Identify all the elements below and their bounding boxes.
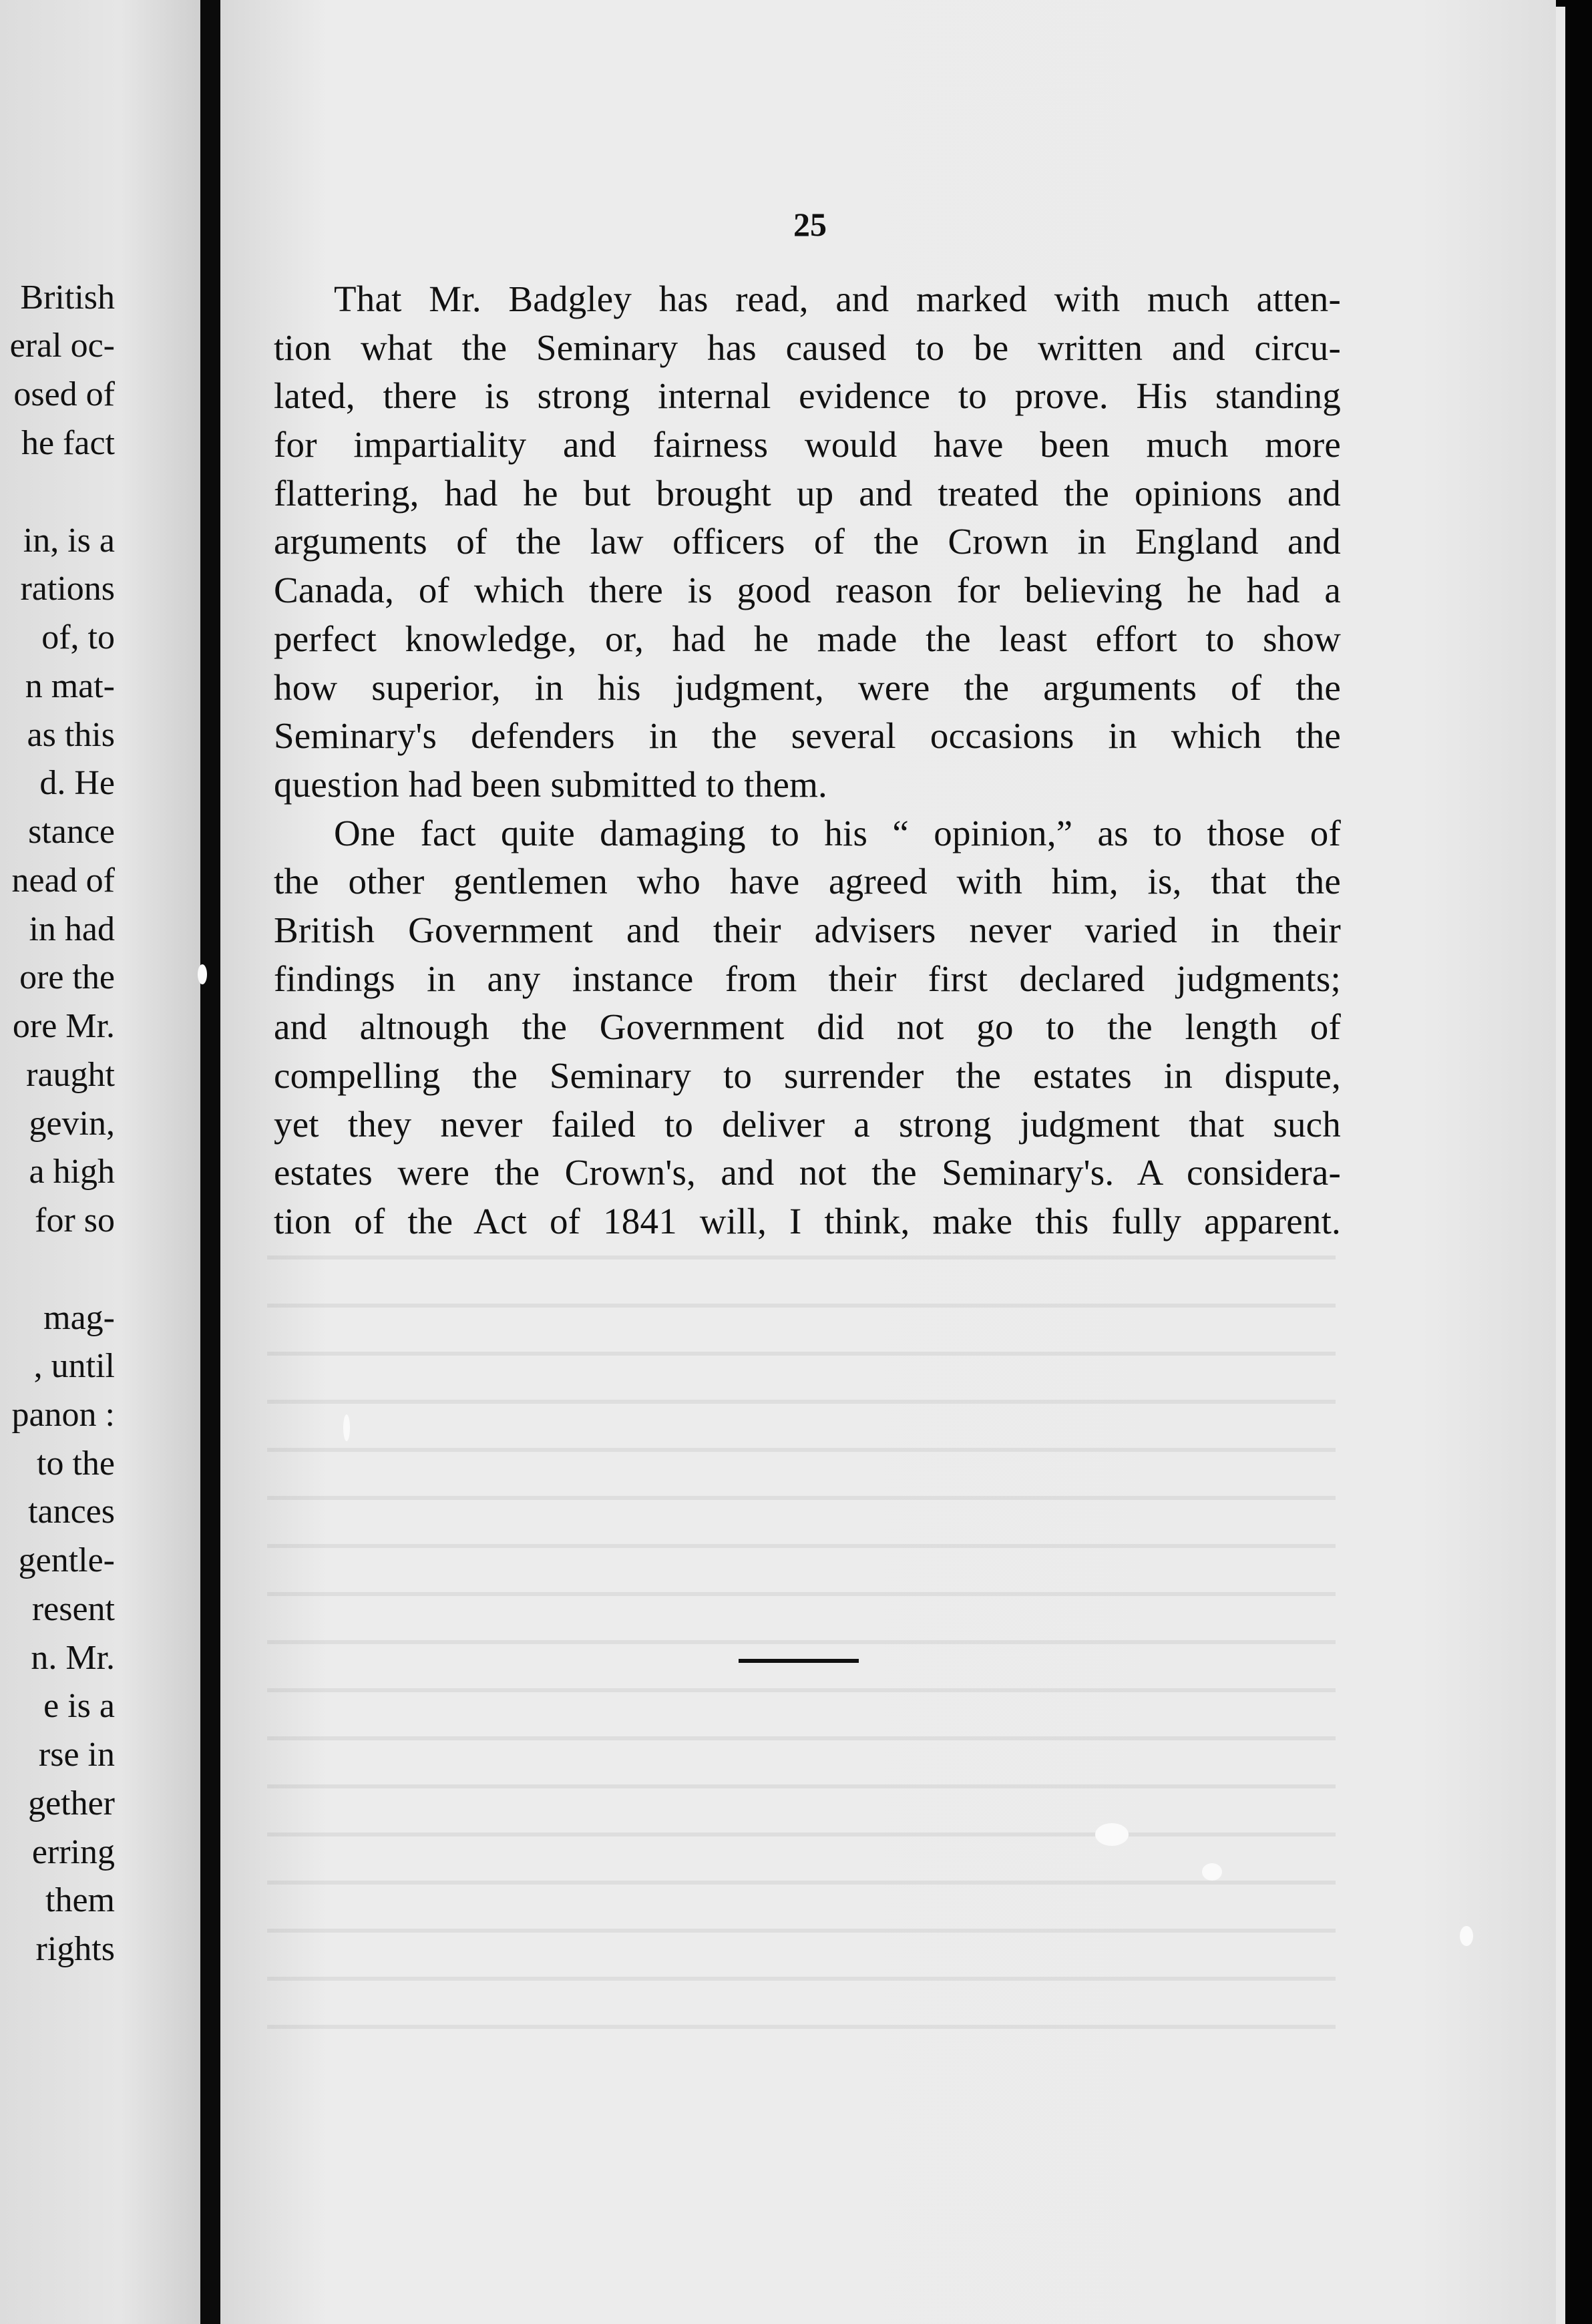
left-line-4: he fact	[21, 424, 115, 462]
left-line-31: erring	[31, 1833, 115, 1871]
text-line: Canada, of which there is good reason for believing he had a	[274, 570, 1341, 611]
left-line-29: rse in	[38, 1736, 115, 1774]
left-line-5: in, is a	[23, 522, 115, 560]
scan-speck	[1202, 1863, 1222, 1881]
left-line-33: rights	[35, 1930, 115, 1968]
left-line-32: them	[45, 1881, 115, 1919]
text-line: for impartiality and fairness would have been much more	[274, 424, 1341, 465]
text-line: estates were the Crown's, and not the Seminary's. A considera-	[274, 1152, 1341, 1193]
text-line: the other gentlemen who have agreed with him, is, that the	[274, 861, 1341, 902]
text-line: arguments of the law officers of the Crown in England and	[274, 521, 1341, 562]
left-line-20: mag-	[43, 1299, 115, 1337]
scan-speck	[1460, 1926, 1473, 1946]
text-line: and altnough the Government did not go to the length of	[274, 1006, 1341, 1048]
left-line-10: d. He	[39, 764, 115, 802]
text-line: One fact quite damaging to his “ opinion,” as to those of	[334, 812, 1341, 853]
left-line-13: in had	[29, 910, 115, 948]
left-line-22: panon :	[11, 1396, 115, 1434]
scan-speck	[343, 1414, 350, 1441]
left-line-9: as this	[27, 716, 115, 754]
section-divider-rule	[739, 1659, 859, 1663]
text-line: British Government and their advisers never varied in their	[274, 909, 1341, 950]
left-line-6: rations	[20, 570, 115, 608]
left-line-19: for so	[35, 1201, 115, 1239]
text-line: question had been submitted to them.	[274, 763, 828, 805]
text-line: compelling the Seminary to surrender the estates in dispute,	[274, 1055, 1341, 1096]
left-line-2: eral oc-	[9, 327, 115, 365]
left-line-26: resent	[31, 1590, 115, 1628]
text-line: yet they never failed to deliver a strong judgment that such	[274, 1103, 1341, 1145]
text-line: tion what the Seminary has caused to be written and circu-	[274, 327, 1341, 368]
left-line-23: to the	[37, 1444, 115, 1483]
show-through-texture	[267, 1255, 1336, 2057]
left-line-24: tances	[28, 1493, 115, 1531]
paragraph-1	[274, 275, 1341, 809]
left-line-30: gether	[28, 1784, 115, 1822]
left-line-12: nead of	[11, 861, 115, 900]
left-line-18: a high	[29, 1153, 115, 1191]
left-line-1: British	[20, 278, 115, 317]
text-line: how superior, in his judgment, were the arguments of the	[274, 666, 1341, 708]
left-line-3: osed of	[13, 375, 115, 413]
scan-border-right	[1565, 0, 1592, 2324]
body-text	[274, 275, 1341, 1246]
page-number: 25	[793, 206, 827, 243]
text-line: tion of the Act of 1841 will, I think, make this fully apparent.	[274, 1201, 1341, 1242]
left-line-14: ore the	[19, 958, 115, 996]
left-line-21: , until	[33, 1347, 115, 1385]
left-line-17: gevin,	[29, 1105, 115, 1143]
scan-speck	[1095, 1823, 1129, 1846]
text-line: lated, there is strong internal evidence to prove. His standing	[274, 375, 1341, 417]
left-line-8: n mat-	[25, 667, 115, 705]
scan-speck	[198, 964, 207, 984]
left-line-16: raught	[26, 1056, 115, 1094]
left-facing-page	[0, 0, 200, 2324]
left-line-25: gentle-	[18, 1541, 115, 1579]
left-line-11: stance	[28, 813, 115, 851]
paragraph-2	[274, 809, 1341, 1246]
left-line-15: ore Mr.	[12, 1007, 115, 1045]
left-line-7: of, to	[41, 618, 115, 656]
text-line: findings in any instance from their first declared judgments;	[274, 958, 1341, 999]
left-line-28: e is a	[43, 1687, 115, 1725]
left-line-27: n. Mr.	[31, 1639, 115, 1677]
text-line: perfect knowledge, or, had he made the least effort to show	[274, 618, 1341, 659]
text-line: Seminary's defenders in the several occasions in which the	[274, 715, 1341, 757]
text-line: That Mr. Badgley has read, and marked with much atten-	[334, 278, 1341, 319]
text-line: flattering, had he but brought up and treated the opinions and	[274, 472, 1341, 514]
book-gutter	[200, 0, 220, 2324]
